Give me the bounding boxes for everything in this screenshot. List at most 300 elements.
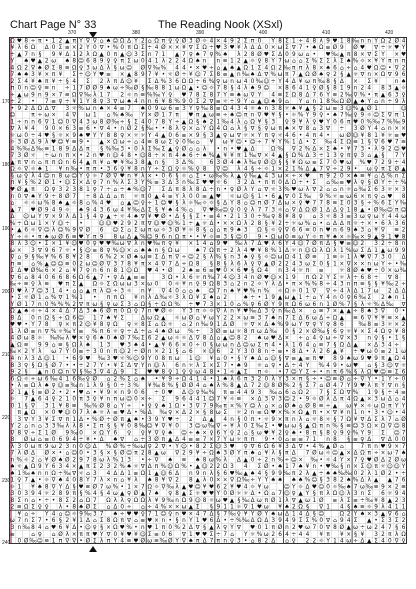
stitch-symbol: 0	[51, 369, 56, 376]
stitch-symbol: ⌂	[326, 186, 330, 193]
stitch-symbol: ∇	[264, 72, 269, 79]
stitch-symbol: ⌂	[367, 362, 372, 369]
stitch-symbol: Δ	[298, 315, 303, 322]
stitch-symbol: ¥	[58, 166, 63, 173]
stitch-symbol: Δ	[31, 450, 35, 457]
stitch-symbol: ∇	[106, 531, 111, 538]
stitch-symbol: ×	[394, 126, 400, 133]
stitch-symbol: ⌂	[79, 497, 83, 504]
stitch-symbol: 2	[388, 349, 392, 356]
stitch-symbol: §	[258, 126, 261, 133]
stitch-symbol: Δ	[209, 511, 214, 518]
stitch-symbol: Ø	[236, 186, 242, 193]
stitch-symbol: ♠	[99, 105, 105, 112]
stitch-symbol: •	[216, 146, 220, 153]
stitch-symbol: ⌂	[264, 362, 269, 369]
stitch-symbol: ‰	[186, 139, 195, 146]
stitch-symbol: %	[44, 200, 50, 207]
stitch-symbol: Ø	[188, 315, 194, 322]
stitch-symbol: 6	[381, 220, 385, 227]
stitch-symbol: π	[93, 166, 97, 173]
stitch-symbol: ♥	[201, 531, 208, 538]
stitch-symbol: n	[388, 126, 392, 133]
stitch-symbol: 8	[250, 51, 255, 58]
stitch-symbol: ▲	[332, 349, 338, 356]
stitch-symbol: ‰	[358, 186, 367, 193]
stitch-symbol: 0	[394, 308, 399, 315]
stitch-symbol: ♀	[168, 511, 173, 518]
stitch-symbol: %	[270, 247, 276, 254]
stitch-symbol: 6	[209, 159, 214, 166]
stitch-symbol: Y	[106, 430, 111, 437]
stitch-symbol: Y	[223, 92, 227, 99]
stitch-symbol: •	[106, 45, 111, 52]
stitch-symbol: Δ	[305, 92, 310, 99]
stitch-symbol: 3	[243, 227, 248, 234]
stitch-symbol: 3	[106, 355, 111, 362]
stitch-symbol: •	[45, 518, 49, 525]
stitch-symbol: %	[112, 247, 119, 254]
stitch-symbol: ‰	[63, 470, 72, 477]
stitch-symbol: ♀	[181, 369, 187, 376]
stitch-symbol: Δ	[264, 328, 269, 335]
stitch-symbol: 0	[161, 389, 166, 396]
stitch-symbol: ∇	[58, 416, 63, 423]
stitch-symbol: ☼	[78, 470, 84, 477]
stitch-symbol: Ø	[270, 497, 276, 504]
stitch-symbol: 7	[209, 538, 214, 544]
stitch-symbol: 3	[209, 132, 214, 139]
stitch-symbol: ω	[174, 247, 180, 254]
stitch-symbol: ⌂	[209, 227, 214, 234]
stitch-symbol: Y	[278, 139, 282, 146]
stitch-symbol: 3	[360, 423, 365, 430]
stitch-symbol: ☺	[386, 207, 393, 214]
stitch-symbol: ¥	[271, 112, 276, 119]
stitch-symbol: Δ	[367, 437, 372, 444]
stitch-symbol: ☼	[229, 193, 235, 200]
stitch-symbol: Δ	[175, 214, 180, 221]
stitch-symbol: ¥	[10, 45, 15, 52]
stitch-symbol: Δ	[298, 207, 303, 214]
stitch-symbol: 7	[257, 207, 262, 214]
stitch-symbol: 6	[216, 430, 221, 437]
stitch-symbol: ⌂	[182, 349, 186, 356]
stitch-symbol: ♥	[201, 180, 208, 187]
stitch-symbol: ∇	[394, 362, 399, 369]
stitch-symbol: 8	[72, 58, 77, 65]
stitch-symbol: 1	[298, 254, 303, 261]
stitch-symbol: ×	[373, 72, 379, 79]
stitch-symbol: ☼	[9, 139, 16, 146]
stitch-symbol: 3	[223, 234, 227, 241]
stitch-symbol: 6	[51, 274, 56, 281]
stitch-symbol: ‰	[200, 105, 209, 112]
stitch-symbol: Ø	[23, 538, 29, 544]
stitch-symbol: ♠	[64, 58, 70, 65]
stitch-symbol: λ	[51, 227, 56, 234]
stitch-symbol: Δ	[72, 524, 77, 531]
stitch-symbol: ¥	[237, 45, 241, 52]
stitch-symbol: ♥	[57, 410, 64, 417]
stitch-symbol: ♀	[85, 268, 91, 275]
stitch-symbol: Δ	[374, 342, 379, 349]
stitch-symbol: 3	[72, 126, 77, 133]
stitch-symbol: ×	[106, 450, 111, 457]
stitch-symbol: ♀	[271, 214, 276, 221]
stitch-symbol: 4	[298, 511, 303, 518]
stitch-symbol: ☺	[208, 288, 215, 295]
stitch-symbol: 6	[99, 268, 104, 275]
stitch-symbol: Ω	[174, 464, 180, 471]
stitch-symbol: ♀	[113, 58, 118, 65]
stitch-symbol: ‰	[331, 51, 339, 58]
stitch-symbol: ⌂	[367, 153, 372, 160]
stitch-symbol: ¥	[374, 227, 378, 234]
stitch-symbol: §	[100, 301, 104, 308]
stitch-symbol: ▲	[168, 146, 173, 153]
stitch-symbol: ▲	[126, 200, 132, 207]
stitch-symbol: %	[50, 328, 57, 335]
stitch-symbol: π	[244, 376, 248, 383]
stitch-symbol: Y	[401, 464, 406, 471]
stitch-symbol: ω	[119, 281, 125, 288]
stitch-symbol: ≡	[181, 132, 187, 139]
stitch-symbol: ♥	[112, 159, 118, 166]
stitch-symbol: λ	[271, 281, 275, 288]
stitch-symbol: ∇	[250, 126, 255, 133]
stitch-symbol: ♀	[99, 214, 104, 221]
stitch-symbol: 2	[51, 491, 56, 498]
stitch-symbol: λ	[319, 247, 323, 254]
stitch-symbol: Σ	[127, 58, 131, 65]
stitch-symbol: Ω	[65, 315, 70, 322]
stitch-symbol: 9	[264, 437, 269, 444]
stitch-symbol: Ø	[140, 538, 146, 544]
stitch-symbol: ☼	[366, 403, 372, 410]
stitch-symbol: ×	[359, 51, 365, 58]
stitch-symbol: ×	[373, 423, 379, 430]
stitch-symbol: ≡	[140, 92, 146, 99]
stitch-symbol: 8	[333, 322, 337, 329]
stitch-symbol: 3	[285, 443, 289, 450]
stitch-symbol: ⌂	[106, 504, 111, 511]
stitch-symbol: Ω	[58, 159, 63, 166]
stitch-symbol: 1	[202, 396, 207, 403]
stitch-symbol: ▲	[161, 132, 166, 139]
stitch-symbol: ∇	[147, 65, 152, 72]
stitch-symbol: Ø	[373, 207, 379, 214]
stitch-symbol: %	[352, 389, 359, 396]
stitch-symbol: n	[44, 470, 49, 477]
stitch-symbol: ¥	[134, 78, 138, 85]
stitch-symbol: ‰	[56, 335, 65, 342]
stitch-symbol: n	[333, 227, 337, 234]
stitch-symbol: §	[354, 301, 357, 308]
stitch-symbol: ≡	[346, 423, 352, 430]
stitch-symbol: Σ	[381, 430, 385, 437]
stitch-symbol: Ω	[257, 268, 262, 275]
stitch-symbol: n	[154, 247, 159, 254]
stitch-symbol: ×	[284, 173, 290, 180]
stitch-symbol: ▲	[174, 51, 180, 58]
stitch-symbol: ☼	[44, 491, 50, 498]
stitch-symbol: %	[236, 518, 242, 525]
stitch-symbol: ▲	[37, 58, 43, 65]
stitch-symbol: 9	[65, 430, 70, 437]
stitch-symbol: 2	[285, 166, 289, 173]
stitch-symbol: %	[50, 301, 57, 308]
stitch-symbol: 2	[202, 443, 207, 450]
stitch-symbol: 0	[312, 227, 317, 234]
stitch-symbol: 1	[319, 99, 324, 106]
stitch-symbol: 6	[86, 126, 90, 133]
stitch-symbol: §	[402, 335, 406, 342]
stitch-symbol: ≡	[78, 328, 84, 335]
stitch-symbol: ¥	[223, 396, 227, 403]
stitch-symbol: 6	[182, 396, 186, 403]
stitch-symbol: ‰	[152, 241, 161, 248]
stitch-symbol: 1	[333, 538, 337, 544]
stitch-symbol: ♀	[92, 524, 97, 531]
stitch-symbol: %	[284, 139, 290, 146]
stitch-symbol: 3	[86, 396, 90, 403]
stitch-symbol: ☼	[201, 200, 208, 207]
stitch-symbol: Ω	[188, 78, 194, 85]
stitch-symbol: •	[298, 396, 303, 403]
stitch-symbol: 4	[223, 274, 227, 281]
stitch-symbol: ♥	[16, 288, 22, 295]
stitch-symbol: ☺	[379, 65, 386, 72]
stitch-symbol: 0	[237, 207, 241, 214]
stitch-symbol: ♥	[263, 274, 269, 281]
stitch-symbol: 6	[140, 389, 145, 396]
stitch-symbol: §	[24, 403, 28, 410]
stitch-symbol: 1	[72, 85, 77, 92]
stitch-symbol: ▲	[298, 72, 303, 79]
stitch-symbol: 4	[326, 295, 330, 302]
stitch-symbol: 7	[216, 437, 221, 444]
stitch-symbol: ☺	[393, 146, 400, 153]
stitch-symbol: n	[346, 464, 351, 471]
stitch-symbol: ♀	[168, 410, 173, 417]
stitch-symbol: 0	[92, 45, 97, 52]
stitch-symbol: ♠	[325, 470, 331, 477]
stitch-symbol: ▲	[44, 261, 49, 268]
stitch-symbol: ▲	[298, 491, 303, 498]
stitch-symbol: 3	[31, 355, 35, 362]
stitch-symbol: ☺	[373, 112, 380, 119]
stitch-symbol: 6	[223, 470, 227, 477]
stitch-symbol: ‰	[358, 322, 367, 329]
stitch-symbol: 2	[243, 180, 248, 187]
stitch-symbol: 8	[305, 430, 310, 437]
stitch-symbol: %	[352, 105, 359, 112]
stitch-symbol: 6	[86, 58, 90, 65]
stitch-symbol: 8	[58, 65, 63, 72]
row-number: 230	[2, 478, 11, 484]
stitch-symbol: ⌂	[326, 220, 330, 227]
stitch-symbol: 4	[216, 126, 221, 133]
stitch-symbol: ¥	[209, 355, 214, 362]
stitch-symbol: ⌂	[134, 247, 138, 254]
stitch-symbol: Y	[10, 423, 15, 430]
stitch-symbol: ☼	[318, 538, 324, 544]
stitch-symbol: λ	[216, 383, 220, 390]
stitch-symbol: §	[278, 355, 282, 362]
stitch-symbol: Δ	[332, 220, 337, 227]
stitch-symbol: n	[38, 92, 42, 99]
stitch-symbol: ♀	[120, 166, 125, 173]
stitch-symbol: ≡	[106, 72, 111, 79]
stitch-symbol: Ø	[366, 105, 372, 112]
stitch-symbol: ⌂	[401, 511, 406, 518]
stitch-symbol: ω	[229, 132, 235, 139]
stitch-symbol: Σ	[134, 369, 138, 376]
stitch-symbol: 6	[168, 105, 173, 112]
stitch-symbol: Δ	[209, 335, 214, 342]
stitch-symbol: π	[312, 430, 317, 437]
stitch-symbol: Ø	[229, 491, 235, 498]
stitch-symbol: 7	[202, 301, 207, 308]
stitch-symbol: 7	[38, 518, 42, 525]
stitch-symbol: ♠	[112, 437, 118, 444]
stitch-symbol: λ	[65, 214, 70, 221]
stitch-symbol: ♀	[195, 105, 200, 112]
stitch-symbol: ☺	[126, 268, 133, 275]
stitch-symbol: ≡	[305, 355, 310, 362]
stitch-symbol: ¥	[44, 254, 49, 261]
stitch-symbol: Ø	[23, 450, 29, 457]
stitch-symbol: Ø	[373, 180, 379, 187]
stitch-symbol: •	[79, 220, 83, 227]
stitch-symbol: ×	[71, 153, 77, 160]
stitch-symbol: 1	[285, 464, 289, 471]
stitch-symbol: ⌂	[216, 295, 221, 302]
stitch-symbol: ☺	[325, 376, 332, 383]
stitch-symbol: 9	[326, 173, 330, 180]
stitch-symbol: ☼	[284, 105, 290, 112]
stitch-symbol: ♥	[105, 241, 112, 248]
stitch-symbol: 2	[79, 261, 83, 268]
stitch-symbol: ω	[277, 234, 283, 241]
stitch-symbol: Ω	[113, 322, 118, 329]
stitch-symbol: ♥	[78, 389, 84, 396]
stitch-symbol: 6	[401, 524, 406, 531]
stitch-symbol: %	[146, 180, 153, 187]
stitch-symbol: ¥	[72, 268, 77, 275]
stitch-symbol: ≡	[291, 234, 297, 241]
stitch-symbol: 7	[44, 99, 49, 106]
stitch-symbol: 2	[223, 315, 227, 322]
stitch-symbol: Σ	[339, 58, 344, 65]
stitch-symbol: ¥	[285, 214, 289, 221]
stitch-symbol: 6	[175, 362, 179, 369]
stitch-symbol: %	[85, 491, 91, 498]
stitch-symbol: ☺	[132, 355, 139, 362]
stitch-symbol: 2	[278, 430, 282, 437]
stitch-symbol: ‰	[132, 335, 140, 342]
stitch-symbol: Ω	[51, 470, 56, 477]
stitch-symbol: ☺	[139, 186, 146, 193]
stitch-symbol: Δ	[339, 78, 344, 85]
stitch-symbol: •	[257, 295, 262, 302]
stitch-symbol: ω	[112, 491, 118, 498]
stitch-symbol: n	[31, 51, 35, 58]
stitch-symbol: 8	[202, 497, 207, 504]
stitch-symbol: λ	[230, 376, 234, 383]
stitch-symbol: ¥	[374, 78, 378, 85]
stitch-symbol: λ	[141, 146, 145, 153]
stitch-symbol: ♠	[195, 58, 201, 65]
stitch-symbol: ♥	[325, 227, 331, 234]
stitch-symbol: •	[216, 369, 220, 376]
stitch-symbol: Σ	[305, 518, 310, 525]
stitch-symbol: 9	[175, 396, 179, 403]
stitch-symbol: §	[251, 430, 255, 437]
stitch-symbol: ×	[126, 247, 132, 254]
stitch-symbol: 0	[134, 396, 138, 403]
stitch-symbol: 3	[353, 214, 358, 221]
stitch-symbol: 9	[271, 295, 276, 302]
stitch-symbol: ☺	[105, 220, 112, 227]
stitch-symbol: Σ	[31, 504, 35, 511]
stitch-symbol: ☺	[112, 38, 119, 45]
stitch-symbol: 0	[223, 491, 227, 498]
stitch-symbol: Ø	[154, 112, 159, 119]
stitch-symbol: λ	[93, 92, 97, 99]
stitch-symbol: ♀	[92, 241, 97, 248]
stitch-symbol: 3	[271, 207, 276, 214]
stitch-symbol: ☺	[283, 491, 290, 498]
stitch-symbol: ω	[305, 301, 310, 308]
stitch-symbol: 4	[298, 531, 303, 538]
stitch-symbol: 7	[99, 315, 104, 322]
stitch-symbol: 8	[161, 369, 166, 376]
stitch-symbol: ♥	[105, 200, 112, 207]
stitch-symbol: Δ	[360, 477, 365, 484]
stitch-symbol: 3	[10, 491, 15, 498]
stitch-symbol: ☺	[64, 180, 71, 187]
stitch-symbol: ♥	[325, 464, 331, 471]
stitch-symbol: §	[251, 193, 255, 200]
stitch-symbol: π	[388, 531, 392, 538]
stitch-symbol: •	[58, 450, 63, 457]
stitch-symbol: Σ	[127, 376, 131, 383]
stitch-symbol: Ø	[92, 376, 98, 383]
stitch-symbol: %	[387, 119, 393, 126]
stitch-symbol: 4	[202, 369, 207, 376]
stitch-symbol: 2	[237, 281, 241, 288]
stitch-symbol: •	[374, 376, 378, 383]
stitch-symbol: ☼	[352, 72, 359, 79]
stitch-symbol: 4	[10, 146, 15, 153]
stitch-symbol: ♠	[270, 511, 276, 518]
stitch-symbol: Σ	[285, 38, 289, 45]
stitch-symbol: Δ	[291, 443, 296, 450]
stitch-symbol: ≡	[174, 105, 180, 112]
stitch-symbol: n	[147, 308, 152, 315]
stitch-symbol: ♥	[215, 268, 221, 275]
stitch-symbol: %	[352, 477, 359, 484]
stitch-symbol: ÷	[106, 186, 111, 193]
stitch-symbol: ∇	[51, 105, 56, 112]
stitch-symbol: ‰	[159, 410, 168, 417]
stitch-symbol: 9	[291, 119, 296, 126]
stitch-symbol: Ø	[401, 416, 406, 423]
stitch-symbol: Ø	[229, 450, 235, 457]
stitch-symbol: Ø	[312, 72, 317, 79]
